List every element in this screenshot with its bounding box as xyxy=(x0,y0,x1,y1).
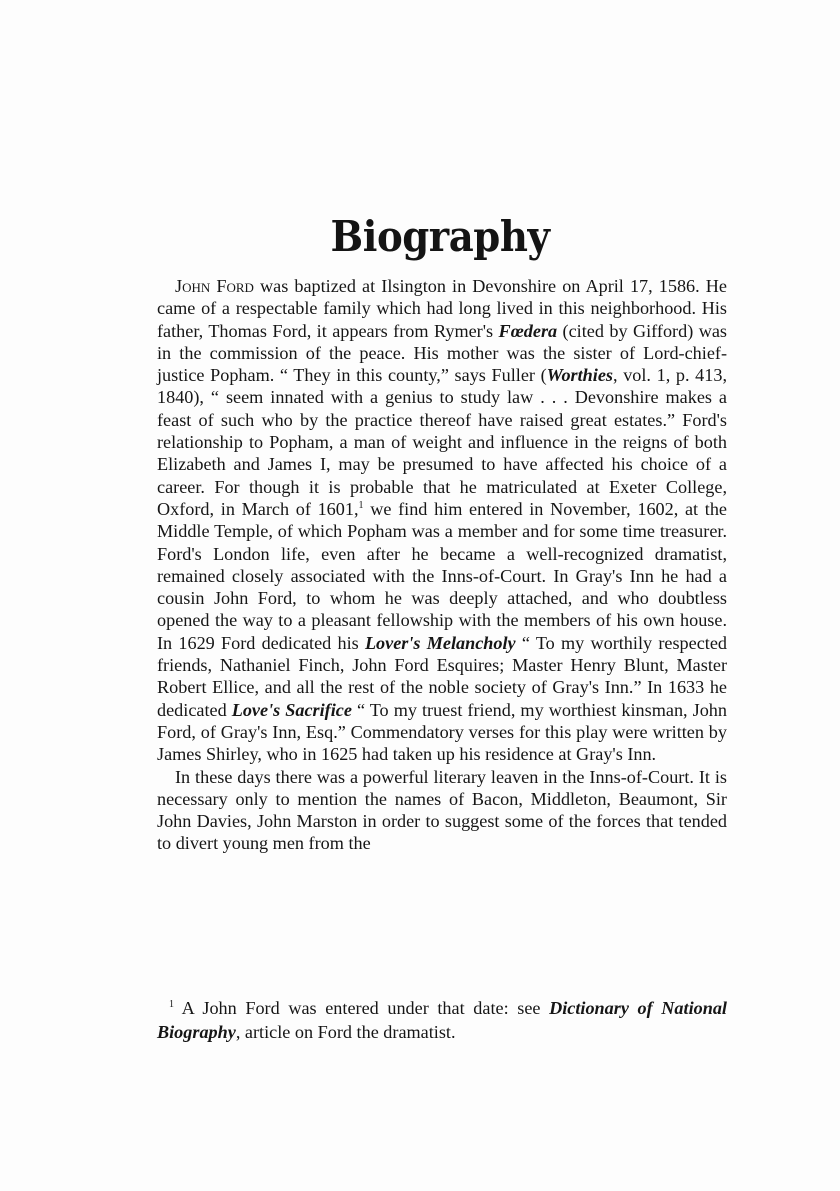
body-text xyxy=(157,275,727,855)
footnote-marker: 1 xyxy=(169,998,174,1010)
title-worthies: Worthies xyxy=(546,365,614,386)
paragraph-1-text-e: “ To my worthily respected friends, Nathaniel Finch, John Ford Esquires; Master Henry Blunt, Master Robert Ellice, and all the rest of the noble society of Gray's Inn.” In 1633 he dedicated xyxy=(157,632,727,720)
paragraph-2: In these days there was a powerful literary leaven in the Inns-of-Court. It is necessary only to mention the names of Bacon, Middleton, Beaumont, Sir John Davies, John Marston in order to suggest some of the forces that tended to divert young men from the xyxy=(157,766,727,854)
author-name: John Ford xyxy=(175,276,254,296)
footnote xyxy=(157,996,727,1044)
footnote-text xyxy=(157,996,727,1044)
paragraph-1-text-a: was baptized at Ilsington in Devonshire on April 17, 1586. He came of a respectable family which had long lived in this neighborhood. His father, Thomas Ford, it appears from Rymer's xyxy=(157,276,727,341)
paragraph-1-text-b: (cited by Gifford) was in the commission of the peace. His mother was the sister of Lord-chief-justice Popham. “ They in this county,” says Fuller ( xyxy=(157,320,727,386)
footnote-text-b: , article on Ford the dramatist. xyxy=(235,1022,456,1042)
title-foedera: Fœdera xyxy=(498,320,558,341)
page-heading: Biography xyxy=(330,212,550,261)
paragraph-1-text-f: “ To my truest friend, my worthiest kinsman, John Ford, of Gray's Inn, Esq.” Commendatory verses for this play were written by James Shirley, who in 1625 had taken up his residence at Gray's Inn. xyxy=(157,699,727,765)
footnote-text-a: A John Ford was entered under that date: see xyxy=(174,998,550,1018)
title-loves-sacrifice: Love's Sacrifice xyxy=(231,699,352,720)
title-dnb: Dictionary of National Biography xyxy=(157,998,727,1042)
paragraph-1-text-d: we find him entered in November, 1602, at the Middle Temple, of which Popham was a member and for some time treasurer. Ford's London life, even after he became a well-recognized dramatist, remained closely associated with the Inns-of-Court. In Gray's Inn he had a cousin John Ford, to whom he was deeply attached, and who doubtless opened the way to a pleasant fellowship with the members of his own house. In 1629 Ford dedicated his xyxy=(157,498,728,653)
title-lovers-melancholy: Lover's Melancholy xyxy=(364,632,516,653)
footnote-reference: 1 xyxy=(358,499,364,511)
paragraph-1-text-c: , vol. 1, p. 413, 1840), “ seem innated with a genius to study law . . . Devonshire makes a feast of such who by the practice thereof have raised great estates.” Ford's relationship to Popham, a man of weight and influence in the reigns of both Elizabeth and James I, may be presumed to have affected his choice of a career. For though it is probable that he matriculated at Exeter College, Oxford, in March of 1601, xyxy=(157,365,727,519)
paragraph-1 xyxy=(157,275,727,766)
